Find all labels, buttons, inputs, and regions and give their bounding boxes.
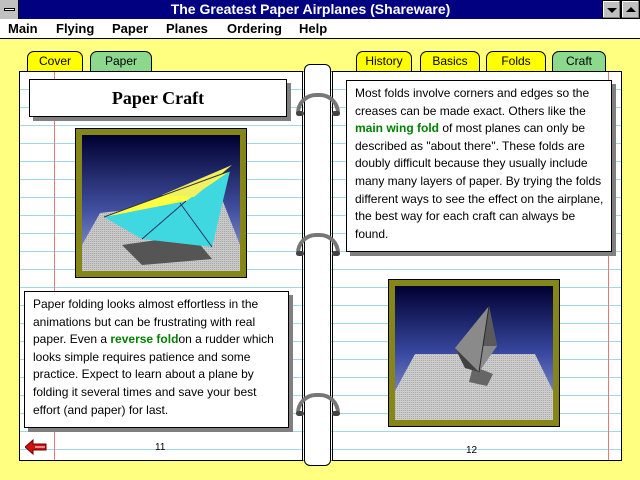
tab-cover[interactable]: Cover xyxy=(27,51,83,71)
folding-picture xyxy=(388,279,560,427)
menu-ordering[interactable]: Ordering xyxy=(227,21,282,36)
link-main-wing-fold[interactable]: main wing fold xyxy=(355,121,439,136)
ring-hole xyxy=(296,251,304,256)
system-menu-button[interactable] xyxy=(0,0,19,19)
body-text: Most folds involve corners and edges so the creases can be made exact. Others like the xyxy=(355,86,590,118)
airplane-picture xyxy=(75,128,247,278)
left-text-box xyxy=(24,291,289,428)
triangle-down-icon xyxy=(607,8,617,13)
tab-paper[interactable]: Paper xyxy=(90,51,152,71)
window-title: The Greatest Paper Airplanes (Shareware) xyxy=(170,1,451,17)
ring-hole xyxy=(332,111,340,116)
title-bar xyxy=(0,0,640,19)
right-text-box xyxy=(346,80,612,252)
body-text: on a rudder which looks simple requires patience and some practice. Expect to learn about a plane by folding it several times and save your best effort (and paper) for last. xyxy=(33,332,274,417)
page-number-left: 11 xyxy=(155,442,166,453)
tab-craft[interactable]: Craft xyxy=(552,51,606,71)
menu-bar xyxy=(0,19,640,39)
ring-hole xyxy=(332,411,340,416)
tab-history[interactable]: History xyxy=(356,51,412,71)
maximize-button[interactable] xyxy=(621,0,640,19)
folded-paper-image xyxy=(395,286,553,420)
system-menu-icon xyxy=(4,8,15,11)
body-text: Paper folding looks almost effortless in the animations but can be frustrating with real paper. Even a xyxy=(33,297,259,347)
page-number-right: 12 xyxy=(466,445,478,456)
menu-flying[interactable]: Flying xyxy=(56,21,95,36)
menu-main[interactable]: Main xyxy=(8,21,38,36)
body-text: of most planes can only be described as "about there". These folds are doubly difficult because they usually include many many layers of paper. By trying the folds different ways to see the effect on the airplane, the best way for each craft can always be found. xyxy=(355,121,604,241)
ring-hole xyxy=(332,251,340,256)
triangle-up-icon xyxy=(626,7,636,12)
link-reverse-fold[interactable]: reverse fold xyxy=(110,332,179,347)
tab-folds[interactable]: Folds xyxy=(486,51,546,71)
paper-airplane-image xyxy=(82,135,240,271)
back-arrow-icon[interactable] xyxy=(25,439,47,455)
tab-basics[interactable]: Basics xyxy=(420,51,480,71)
page-heading: Paper Craft xyxy=(29,79,287,117)
minimize-button[interactable] xyxy=(602,0,621,19)
menu-paper[interactable]: Paper xyxy=(112,21,149,36)
menu-help[interactable]: Help xyxy=(299,21,328,36)
ring-hole xyxy=(296,411,304,416)
ring-hole xyxy=(296,111,304,116)
menu-planes[interactable]: Planes xyxy=(166,21,208,36)
